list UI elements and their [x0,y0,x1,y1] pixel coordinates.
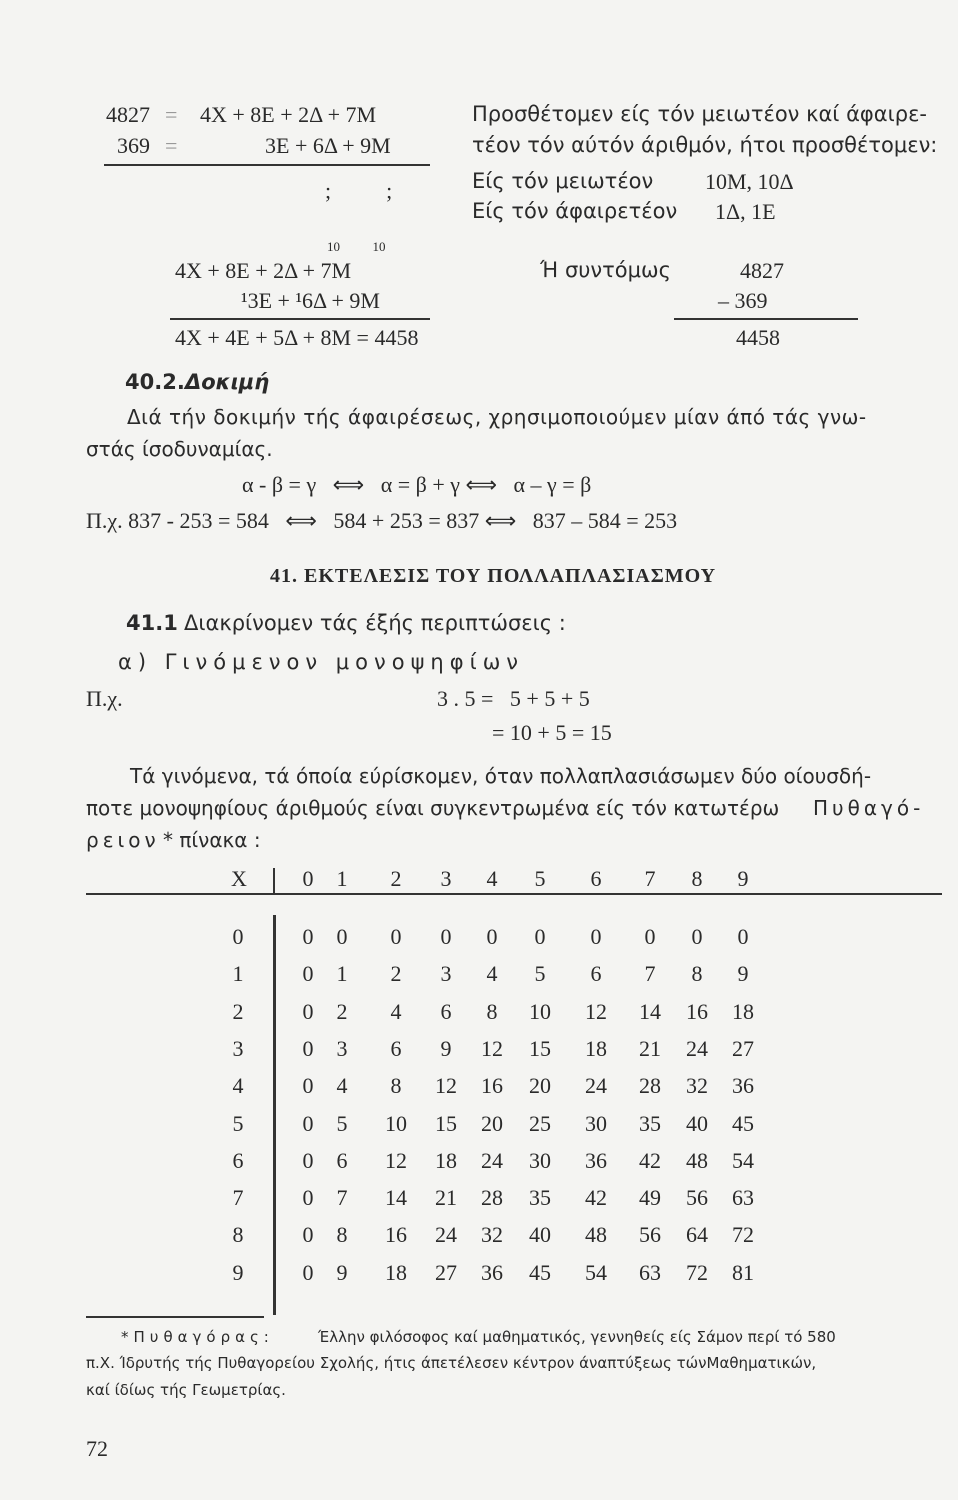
table-cell: 42 [639,1148,661,1173]
table-cell: 9 [440,1036,452,1061]
table-cell: 54 [732,1148,754,1173]
table-cell: 0 [302,1148,314,1173]
table-cell: 0 [302,961,314,986]
sec41-para2a: ποτε μονοψηφίους άριθμούς είναι συγκεντρωμένα είς τόν κατωτέρω [86,796,780,820]
table-cell: 9 [336,1260,348,1285]
table-cell: 7 [336,1185,348,1210]
sec40-heading-title: Δοκιμή [185,370,270,394]
table-cell: 7 [644,961,656,986]
table-row-label: 7 [232,1185,244,1210]
table-cell: 12 [435,1073,457,1098]
table-cell: 0 [302,1073,314,1098]
table-cell: 16 [385,1222,407,1247]
table-header-cell: 7 [644,866,656,891]
table-header-rule [86,893,942,895]
table-cell: 6 [440,999,452,1024]
table-cell: 36 [585,1148,607,1173]
table-cell: 72 [686,1260,708,1285]
sec40-para1: Διά τήν δοκιμήν τής άφαιρέσεως, χρησιμοποιούμεν μίαν άπό τάς γνω- [127,405,867,429]
sec41-sub-text: Διακρίνομεν τάς έξής περιπτώσεις : [184,611,566,635]
sec40-heading-num: 40.2. [125,370,185,394]
table-cell: 4 [390,999,402,1024]
sub-row2-num: 369 [117,133,150,158]
expl-short-a: 4827 [740,258,784,283]
expl-short-result: 4458 [736,325,780,350]
table-cell: 24 [481,1148,503,1173]
table-cell: 14 [639,999,661,1024]
table-cell: 0 [590,924,602,949]
table-header-cell: 6 [590,866,602,891]
table-cell: 18 [585,1036,607,1061]
expl-short-rule [674,318,858,320]
table-row-label: 4 [232,1073,244,1098]
table-cell: 0 [440,924,452,949]
table-row-label: 0 [232,924,244,949]
sec41-para1: Τά γινόμενα, τά όποία εύρίσκομεν, όταν πολλαπλασιάσωμεν δύο οίουσδή- [130,764,872,788]
table-cell: 8 [390,1073,402,1098]
table-cell: 45 [529,1260,551,1285]
table-cell: 49 [639,1185,661,1210]
expl-line4-value: 1Δ, 1Ε [715,199,776,224]
table-cell: 81 [732,1260,754,1285]
table-row-label: 5 [232,1111,244,1136]
table-cell: 6 [390,1036,402,1061]
table-cell: 48 [585,1222,607,1247]
table-cell: 40 [686,1111,708,1136]
table-row-label: 8 [232,1222,244,1247]
expl-line3-value: 10Μ, 10Δ [705,169,794,194]
table-cell: 56 [639,1222,661,1247]
table-header-cell: 1 [336,866,348,891]
table-cell: 36 [732,1073,754,1098]
table-cell: 21 [435,1185,457,1210]
expl-line4-label: Είς τόν άφαιρετέον [472,199,678,223]
table-row-label: 6 [232,1148,244,1173]
table-cell: 32 [481,1222,503,1247]
sub-row1-num: 4827 [106,102,150,127]
table-cell: 4 [486,961,498,986]
footnote-line2: π.Χ. Ίδρυτής τής Πυθαγορείου Σχολής, ήτις άπετέλεσεν κέντρον άναπτύξεως τώνΜαθηματικών, [86,1354,817,1372]
sub-row4: ¹3E + ¹6Δ + 9M [241,288,380,313]
table-cell: 0 [302,1185,314,1210]
table-cell: 0 [737,924,749,949]
table-cell: 27 [732,1036,754,1061]
table-cell: 8 [336,1222,348,1247]
table-cell: 25 [529,1111,551,1136]
table-cell: 5 [336,1111,348,1136]
table-cell: 2 [390,961,402,986]
expl-line1: Προσθέτομεν είς τόν μειωτέον καί άφαιρε- [472,102,927,126]
table-cell: 12 [481,1036,503,1061]
page-number: 72 [86,1436,108,1461]
footnote-name: *Πυθαγόρας: [121,1328,274,1346]
table-cell: 18 [732,999,754,1024]
sub-row1-expr: 4X + 8E + 2Δ + 7M [200,102,377,127]
table-cell: 1 [336,961,348,986]
table-cell: 0 [390,924,402,949]
table-cell: 72 [732,1222,754,1247]
table-cell: 36 [481,1260,503,1285]
table-cell: 9 [737,961,749,986]
table-cell: 0 [534,924,546,949]
table-cell: 0 [302,1260,314,1285]
table-cell: 24 [585,1073,607,1098]
table-cell: 64 [686,1222,708,1247]
sub-row5: 4X + 4E + 5Δ + 8M = 4458 [175,325,419,350]
table-cell: 3 [336,1036,348,1061]
table-cell: 27 [435,1260,457,1285]
table-cell: 6 [590,961,602,986]
table-corner: X [231,866,247,891]
table-header-cell: 8 [691,866,703,891]
table-cell: 10 [529,999,551,1024]
sec41-para2b: Πυθαγό- [813,796,925,820]
sub-row3: 4X + 8E + 2Δ + 7M [175,258,352,283]
table-cell: 18 [435,1148,457,1173]
table-cell: 28 [639,1073,661,1098]
table-header-cell: 5 [534,866,546,891]
table-cell: 48 [686,1148,708,1173]
table-cell: 63 [639,1260,661,1285]
expl-line2: τέον τόν αύτόν άριθμόν, ήτοι προσθέτομεν: [472,133,938,157]
table-cell: 2 [336,999,348,1024]
table-row-label: 1 [232,961,244,986]
table-cell: 32 [686,1073,708,1098]
table-cell: 16 [686,999,708,1024]
sub-row2-eq: = [165,133,178,158]
table-header-cell: 9 [737,866,749,891]
sec41-case-a: α) Γινόμενον μονοψηφίων [118,650,525,674]
sub-row2-expr: 3E + 6Δ + 9M [265,133,391,158]
table-cell: 45 [732,1111,754,1136]
table-header-cell: 4 [486,866,498,891]
table-cell: 0 [486,924,498,949]
table-cell: 28 [481,1185,503,1210]
sec40-formula: α - β = γ ⟺ α = β + γ ⟺ α – γ = β [242,472,592,497]
table-cell: 35 [639,1111,661,1136]
sub-carries: 10 10 [327,239,386,254]
table-cell: 35 [529,1185,551,1210]
table-row-label: 2 [232,999,244,1024]
sec41-ex-line2: = 10 + 5 = 15 [492,720,612,745]
table-cell: 63 [732,1185,754,1210]
footnote-line1: Έλλην φιλόσοφος καί μαθηματικός, γεννηθείς είς Σάμον περί τό 580 [318,1328,836,1346]
table-cell: 24 [686,1036,708,1061]
table-cell: 5 [534,961,546,986]
table-header-cell: 3 [440,866,452,891]
table-header-vline [273,868,275,894]
table-cell: 12 [585,999,607,1024]
expl-line3-label: Είς τόν μειωτέον [472,169,654,193]
table-cell: 8 [486,999,498,1024]
sec41-title: 41. ΕΚΤΕΛΕΣΙΣ ΤΟΥ ΠΟΛΛΑΠΛΑΣΙΑΣΜΟΥ [270,565,717,587]
table-cell: 42 [585,1185,607,1210]
table-cell: 20 [529,1073,551,1098]
sub-rule-1 [104,164,430,166]
table-cell: 8 [691,961,703,986]
table-cell: 10 [385,1111,407,1136]
table-body-vline [273,915,276,1315]
table-cell: 0 [302,1222,314,1247]
sec41-para3a: ρειον [86,828,160,852]
table-cell: 24 [435,1222,457,1247]
table-cell: 12 [385,1148,407,1173]
table-row-label: 9 [232,1260,244,1285]
table-cell: 0 [336,924,348,949]
table-cell: 56 [686,1185,708,1210]
table-cell: 40 [529,1222,551,1247]
table-cell: 30 [529,1148,551,1173]
sec41-ex-label: Π.χ. [86,686,123,711]
expl-short-label: Ή συντόμως [540,258,671,282]
sec41-sub-num: 41.1 [126,611,178,635]
footnote-line3: καί ίδίως τής Γεωμετρίας. [86,1381,286,1399]
table-cell: 0 [302,1111,314,1136]
sub-rule-2 [170,318,430,320]
table-cell: 3 [440,961,452,986]
table-cell: 0 [644,924,656,949]
table-cell: 15 [435,1111,457,1136]
sec40-example: Π.χ. 837 - 253 = 584 ⟺ 584 + 253 = 837 ⟺ 837 – 584 = 253 [86,508,678,533]
sec41-para3b: * πίνακα : [163,828,261,852]
table-cell: 15 [529,1036,551,1061]
sub-row1-eq: = [165,102,178,127]
footnote-rule [86,1316,264,1318]
table-cell: 30 [585,1111,607,1136]
table-cell: 14 [385,1185,407,1210]
table-cell: 54 [585,1260,607,1285]
table-cell: 20 [481,1111,503,1136]
table-cell: 0 [302,924,314,949]
table-cell: 18 [385,1260,407,1285]
table-cell: 16 [481,1073,503,1098]
table-cell: 21 [639,1036,661,1061]
table-header-cell: 0 [302,866,314,891]
table-row-label: 3 [232,1036,244,1061]
sec40-para2: στάς ίσοδυναμίας. [86,437,273,461]
sec41-ex-line1: 3 . 5 = 5 + 5 + 5 [437,686,590,711]
expl-short-b: – 369 [718,288,768,313]
table-cell: 0 [691,924,703,949]
table-cell: 0 [302,999,314,1024]
table-cell: 4 [336,1073,348,1098]
sub-semicolons: ; ; [325,178,393,203]
table-cell: 6 [336,1148,348,1173]
table-header-cell: 2 [390,866,402,891]
table-cell: 0 [302,1036,314,1061]
